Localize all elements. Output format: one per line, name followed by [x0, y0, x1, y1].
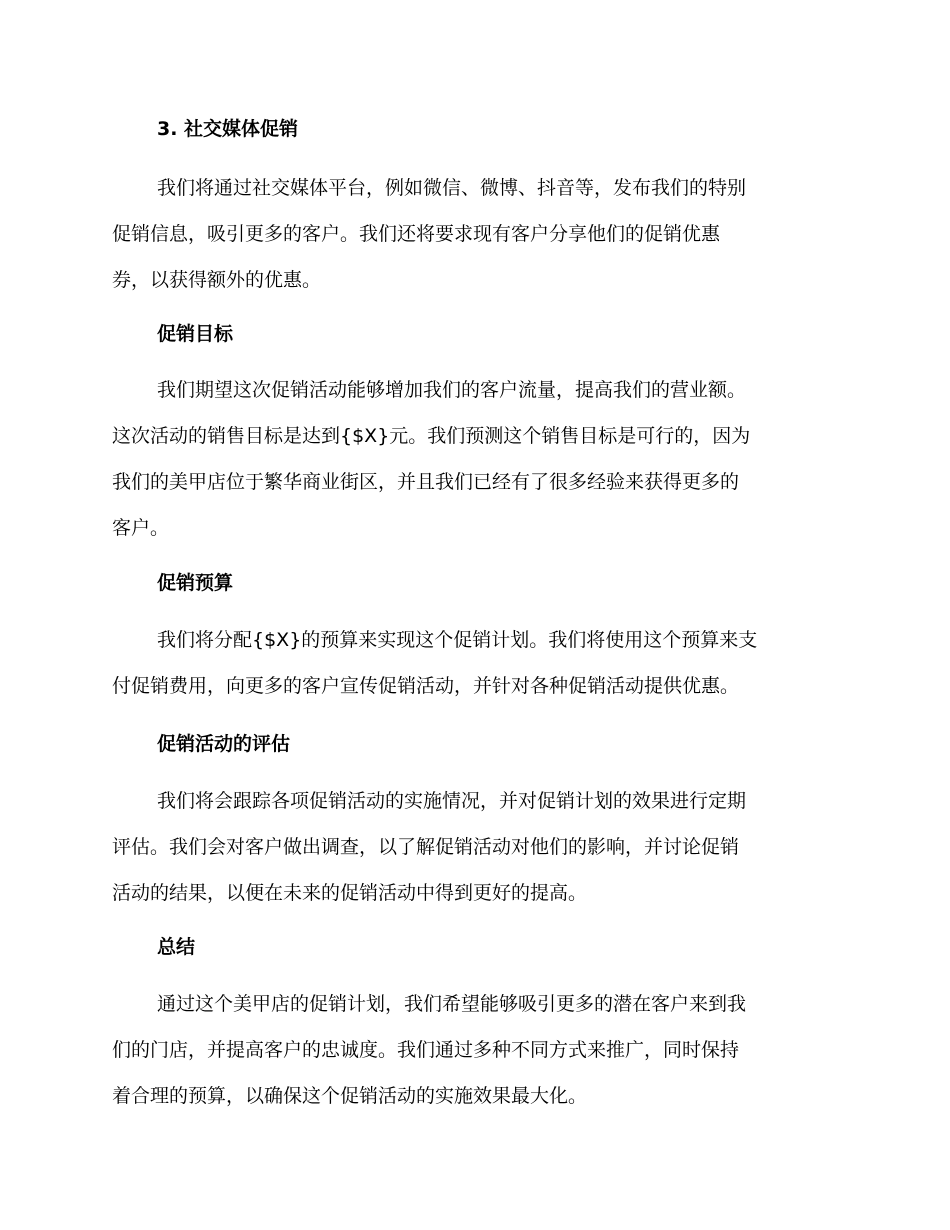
section-body-summary [112, 981, 832, 1119]
text-line: 着合理的预算，以确保这个促销活动的实施效果最大化。 [112, 1085, 588, 1107]
text-line: 我们将分配{$X}的预算来实现这个促销计划。我们将使用这个预算来支 [157, 629, 758, 651]
text-line: 我们的美甲店位于繁华商业街区，并且我们已经有了很多经验来获得更多的 [112, 471, 740, 493]
text-line: 我们期望这次促销活动能够增加我们的客户流量，提高我们的营业额。 [157, 379, 747, 401]
text-line: 通过这个美甲店的促销计划，我们希望能够吸引更多的潜在客户来到我 [157, 993, 747, 1015]
text-line: 我们将通过社交媒体平台，例如微信、微博、抖音等，发布我们的特别 [157, 177, 747, 199]
section-body-goal [112, 367, 832, 551]
section-body-budget [112, 617, 832, 709]
text-line: 付促销费用，向更多的客户宣传促销活动，并针对各种促销活动提供优惠。 [112, 675, 740, 697]
text-line: 这次活动的销售目标是达到{$X}元。我们预测这个销售目标是可行的，因为 [112, 425, 751, 447]
section-body-social-media [112, 165, 832, 303]
section-heading-social-media: 3. 社交媒体促销 [157, 118, 299, 140]
section-heading-budget: 促销预算 [157, 572, 234, 594]
text-line: 我们将会跟踪各项促销活动的实施情况，并对促销计划的效果进行定期 [157, 790, 747, 812]
section-heading-summary: 总结 [157, 936, 196, 958]
text-line: 们的门店，并提高客户的忠诚度。我们通过多种不同方式来推广，同时保持 [112, 1039, 740, 1061]
section-body-evaluation [112, 778, 832, 916]
text-line: 促销信息，吸引更多的客户。我们还将要求现有客户分享他们的促销优惠 [112, 223, 721, 245]
section-heading-goal: 促销目标 [157, 323, 234, 345]
text-line: 客户。 [112, 517, 170, 539]
text-line: 评估。我们会对客户做出调查，以了解促销活动对他们的影响，并讨论促销 [112, 836, 740, 858]
text-line: 券，以获得额外的优惠。 [112, 269, 322, 291]
text-line: 活动的结果，以便在未来的促销活动中得到更好的提高。 [112, 882, 588, 904]
section-heading-evaluation: 促销活动的评估 [157, 733, 291, 755]
